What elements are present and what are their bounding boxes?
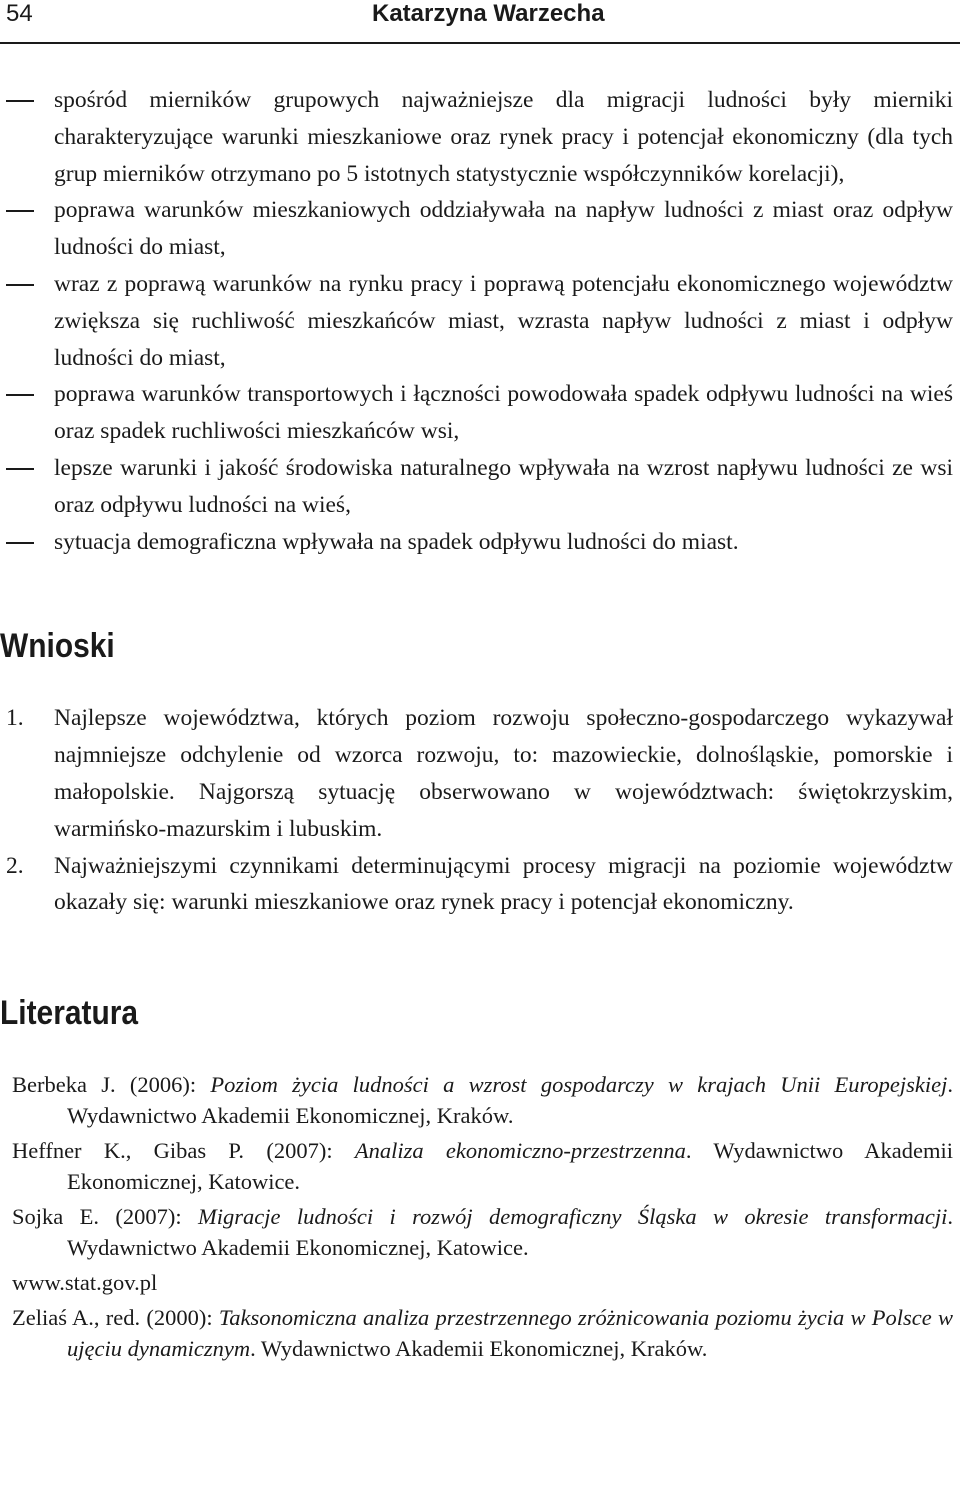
reference-list bbox=[0, 1069, 953, 1364]
reference-entry: Zeliaś A., red. (2000): Taksonomiczna analiza przestrzennego zróżnicowania poziomu życia w Polsce w ujęciu dynamicznym. Wydawnictwo Akademii Ekonomicznej, Kraków. bbox=[12, 1305, 953, 1362]
reference-entry: Heffner K., Gibas P. (2007): Analiza ekonomiczno-przestrzenna. Wydawnictwo Akademii Ekonomicznej, Katowice. bbox=[12, 1138, 954, 1195]
dash-list-item: sytuacja demograficzna wpływała na spadek odpływu ludności do miast. bbox=[0, 524, 953, 561]
dash-marker bbox=[6, 100, 34, 102]
page-number: 54 bbox=[6, 0, 33, 27]
running-header bbox=[0, 0, 960, 40]
dash-list bbox=[0, 82, 953, 560]
dash-list-item: lepsze warunki i jakość środowiska naturalnego wpływała na wzrost napływu ludności ze wsi oraz odpływu ludności na wieś, bbox=[0, 450, 953, 524]
dash-marker bbox=[6, 468, 34, 470]
item-number: 2. bbox=[6, 852, 24, 879]
numbered-item: 1. Najlepsze województwa, których poziom rozwoju społeczno-gospodarczego wykazywał najmniejsze odchylenie od wzorca rozwoju, to: mazowieckie, dolnośląskie, pomorskie i małopolskie. Najgorszą sytuację obserwowano w województwach: świętokrzyskim, warmińsko-mazurskim i lubuskim. bbox=[0, 700, 953, 847]
reference-entry: Berbeka J. (2006): Poziom życia ludności a wzrost gospodarczy w krajach Unii Europejskiej. Wydawnictwo Akademii Ekonomicznej, Kraków. bbox=[12, 1072, 954, 1129]
page-content bbox=[0, 82, 953, 1368]
item-number: 1. bbox=[6, 705, 24, 732]
section-heading-literatura: Literatura bbox=[0, 994, 139, 1033]
dash-list-item: poprawa warunków mieszkaniowych oddziaływała na napływ ludności z miast oraz odpływ ludności do miast, bbox=[0, 192, 953, 266]
dash-marker bbox=[6, 284, 34, 286]
conclusions-list bbox=[0, 700, 953, 921]
dash-marker bbox=[6, 210, 34, 212]
dash-list-item: poprawa warunków transportowych i łączności powodowała spadek odpływu ludności na wieś oraz spadek ruchliwości mieszkańców wsi, bbox=[0, 376, 953, 450]
reference-entry: www.stat.gov.pl bbox=[12, 1270, 158, 1296]
dash-list-item: spośród mierników grupowych najważniejsze dla migracji ludności były mierniki charakteryzujące warunki mieszkaniowe oraz rynek pracy i potencjał ekonomiczny (dla tych grup mierników otrzymano po 5 istotnych statystycznie współczynników korelacji), bbox=[0, 82, 953, 192]
dash-marker bbox=[6, 542, 34, 544]
running-header-author: Katarzyna Warzecha bbox=[372, 0, 605, 27]
numbered-item: 2. Najważniejszymi czynnikami determinującymi procesy migracji na poziomie województw okazały się: warunki mieszkaniowe oraz rynek pracy i potencjał ekonomiczny. bbox=[0, 848, 953, 922]
reference-entry: Sojka E. (2007): Migracje ludności i rozwój demograficzny Śląska w okresie transformacji. Wydawnictwo Akademii Ekonomicznej, Katowice. bbox=[12, 1204, 953, 1261]
header-rule bbox=[0, 42, 960, 44]
dash-list-item: wraz z poprawą warunków na rynku pracy i poprawą potencjału ekonomicznego województw zwiększa się ruchliwość mieszkańców miast, wzrasta napływ ludności z miast i odpływ ludności do miast, bbox=[0, 266, 953, 376]
dash-marker bbox=[6, 394, 34, 396]
section-heading-wnioski: Wnioski bbox=[0, 627, 115, 666]
